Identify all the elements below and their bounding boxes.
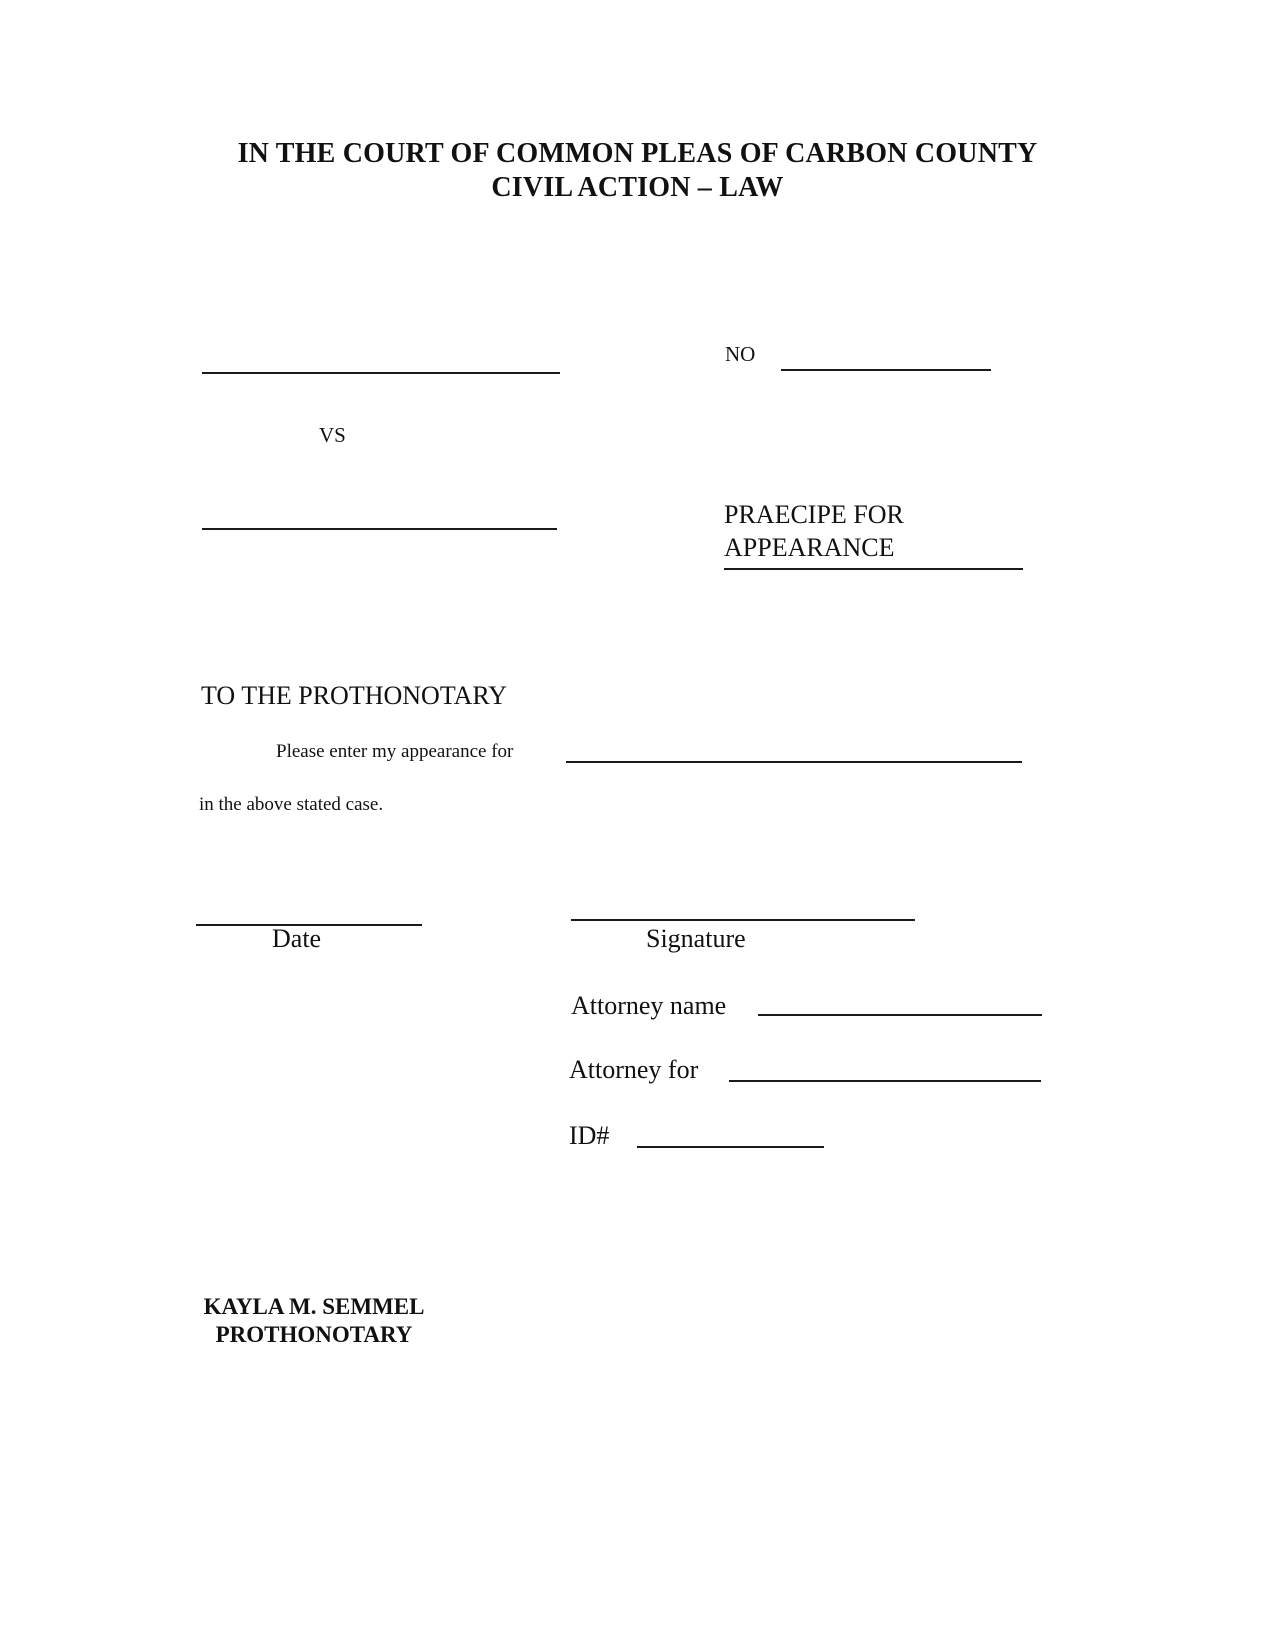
court-heading: IN THE COURT OF COMMON PLEAS OF CARBON COUNTY bbox=[237, 138, 1038, 169]
represented-party-line[interactable] bbox=[566, 761, 1022, 763]
attorney-for-label: Attorney for bbox=[569, 1055, 699, 1084]
versus-label: VS bbox=[319, 423, 346, 447]
plaintiff-line[interactable] bbox=[202, 372, 560, 374]
case-text: in the above stated case. bbox=[199, 794, 384, 815]
prothonotary-name: KAYLA M. SEMMEL bbox=[203, 1294, 425, 1319]
signature-label: Signature bbox=[646, 924, 746, 953]
document-title-line2: APPEARANCE bbox=[724, 533, 895, 562]
case-number-line[interactable] bbox=[781, 369, 991, 371]
prothonotary-title: PROTHONOTARY bbox=[215, 1322, 413, 1347]
action-heading: CIVIL ACTION – LAW bbox=[491, 172, 784, 203]
attorney-name-label: Attorney name bbox=[571, 991, 727, 1020]
date-label: Date bbox=[272, 924, 322, 953]
attorney-for-line[interactable] bbox=[729, 1080, 1041, 1082]
document-title-line1: PRAECIPE FOR bbox=[724, 500, 904, 529]
attorney-name-line[interactable] bbox=[758, 1014, 1042, 1016]
attorney-id-line[interactable] bbox=[637, 1146, 824, 1148]
addressee: TO THE PROTHONOTARY bbox=[201, 681, 508, 710]
case-number-label: NO bbox=[725, 342, 756, 366]
request-text: Please enter my appearance for bbox=[276, 741, 514, 762]
defendant-line[interactable] bbox=[202, 528, 557, 530]
title-underline bbox=[724, 568, 1023, 570]
attorney-id-label: ID# bbox=[569, 1121, 610, 1150]
signature-line[interactable] bbox=[571, 919, 915, 921]
